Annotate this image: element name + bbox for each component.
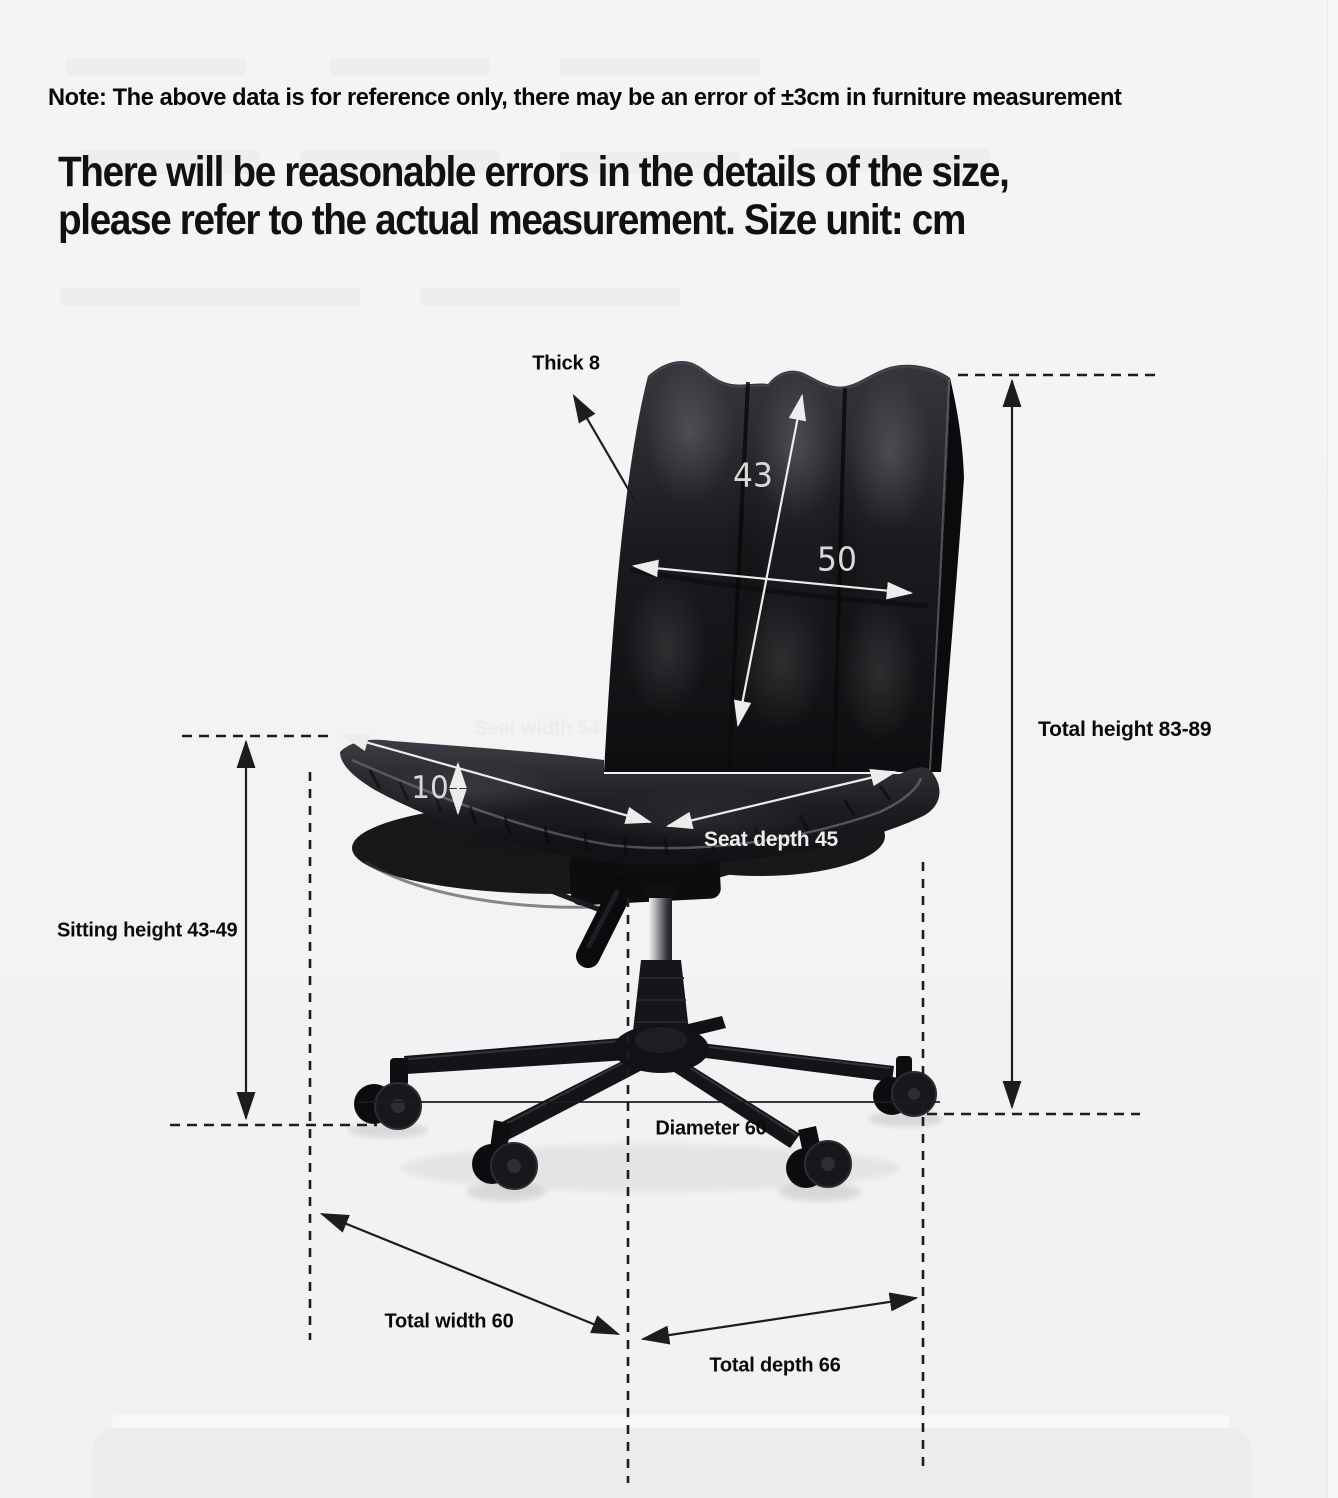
thickness-pointer-arrow [574,396,638,506]
dim-label-total-depth: Total depth 66 [709,1354,841,1377]
dim-label-seat-depth: Seat depth 45 [704,828,838,851]
dim-label-sitting-height: Sitting height 43-49 [57,919,238,942]
chair-backrest [604,360,964,772]
reference-note: Note: The above data is for reference only, there may be an error of ±3cm in furniture measurement [48,84,1122,111]
gas-lift-cylinder [649,894,672,966]
page-title-line1: There will be reasonable errors in the details of the size, [58,148,1009,196]
dim-label-seat-thickness: 10 [411,770,449,806]
dim-label-thickness: Thick 8 [532,352,600,375]
page-title-line2: please refer to the actual measurement. Size unit: cm [58,196,966,244]
page-title [58,148,1318,244]
caster-wheel [472,1120,537,1189]
dim-label-back-height: 43 [733,455,773,495]
dim-label-diameter: Diameter 60 [655,1117,767,1140]
chair-mechanism [544,846,721,1040]
dim-label-total-width: Total width 60 [384,1310,514,1333]
dim-label-total-height: Total height 83-89 [1038,718,1212,741]
dim-label-back-width: 50 [817,539,857,579]
dim-label-seat-width: Seat width 54 [474,717,600,740]
total-depth-arrow [643,1298,916,1339]
